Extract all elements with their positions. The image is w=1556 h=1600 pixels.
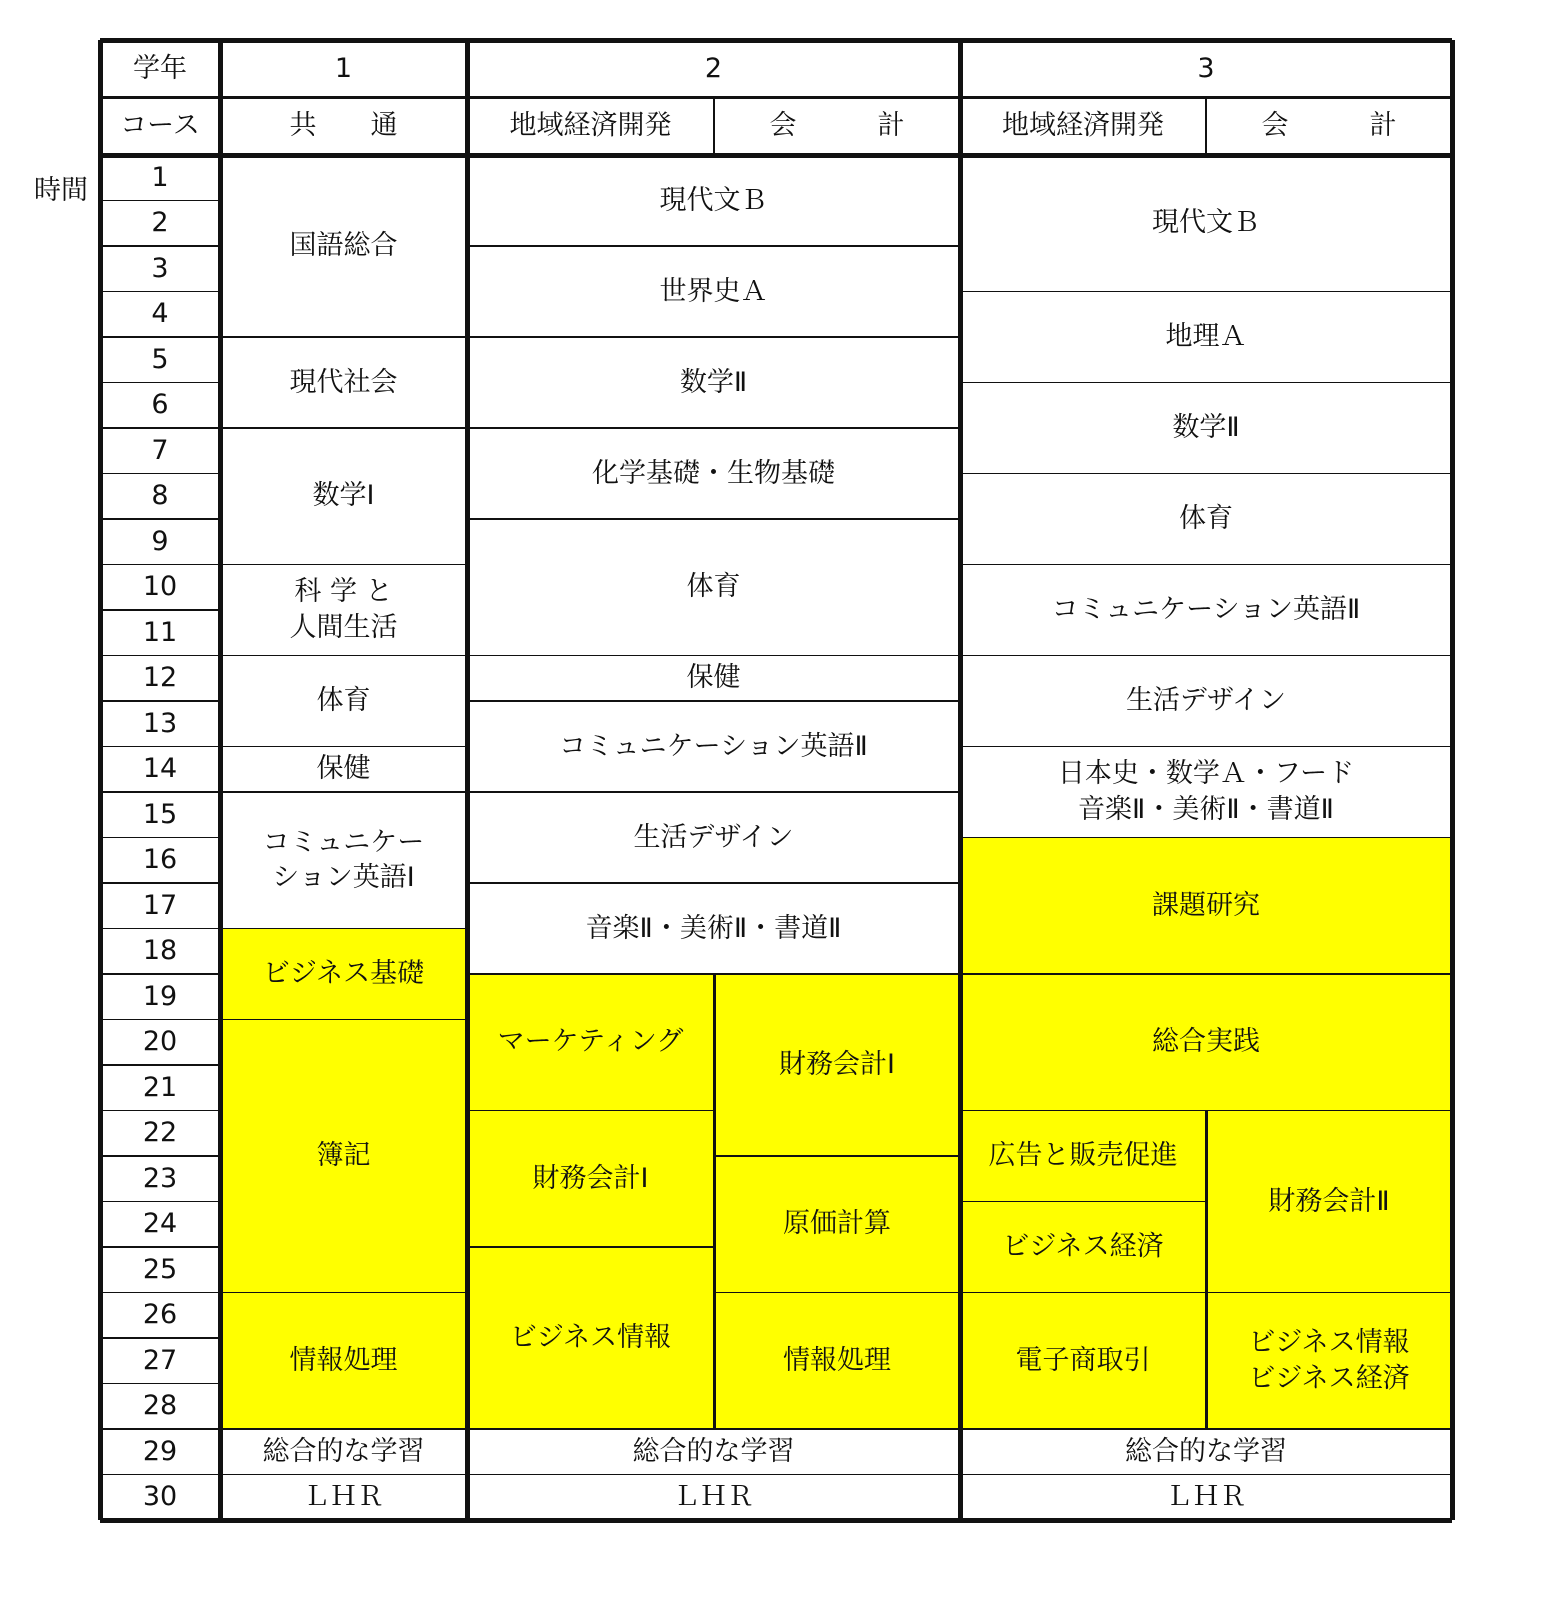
subject-cell: 総合的な学習 bbox=[960, 1429, 1452, 1475]
grid-line bbox=[100, 1474, 220, 1476]
grid-line bbox=[960, 382, 1452, 384]
grid-line bbox=[100, 1292, 220, 1294]
subject-cell: マーケティング bbox=[467, 974, 714, 1111]
hour-number: 10 bbox=[100, 565, 220, 611]
grade-1: 1 bbox=[220, 40, 467, 97]
subject-cell: コミュニケーション英語Ⅱ bbox=[467, 701, 960, 792]
subject-cell: 現代文Ｂ bbox=[467, 155, 960, 246]
subject-cell: 情報処理 bbox=[220, 1293, 467, 1430]
grid-line bbox=[465, 40, 470, 1520]
subject-cell: 音楽Ⅱ・美術Ⅱ・書道Ⅱ bbox=[467, 883, 960, 974]
hour-number: 11 bbox=[100, 610, 220, 656]
grid-line bbox=[467, 518, 960, 520]
grade-2: 2 bbox=[467, 40, 960, 97]
hour-number: 4 bbox=[100, 292, 220, 338]
subject-cell: 保健 bbox=[220, 747, 467, 793]
hour-number: 26 bbox=[100, 1293, 220, 1339]
subject-cell: 体育 bbox=[220, 656, 467, 747]
grid-line bbox=[960, 973, 1452, 975]
grid-line bbox=[100, 1155, 220, 1157]
grid-line bbox=[100, 1110, 220, 1112]
grid-line bbox=[220, 928, 467, 930]
grid-line bbox=[1450, 40, 1455, 1520]
subject-cell: 総合的な学習 bbox=[220, 1429, 467, 1475]
hour-number: 6 bbox=[100, 383, 220, 429]
grid-line bbox=[467, 1110, 714, 1112]
hour-number: 13 bbox=[100, 701, 220, 747]
hour-number: 12 bbox=[100, 656, 220, 702]
grade-3: 3 bbox=[960, 40, 1452, 97]
hour-number: 15 bbox=[100, 792, 220, 838]
grid-line bbox=[714, 1155, 960, 1157]
grid-line bbox=[467, 336, 960, 338]
hour-number: 3 bbox=[100, 246, 220, 292]
hour-number: 18 bbox=[100, 929, 220, 975]
hour-number: 28 bbox=[100, 1384, 220, 1430]
hour-number: 24 bbox=[100, 1202, 220, 1248]
hour-number: 14 bbox=[100, 747, 220, 793]
grid-line bbox=[714, 1292, 960, 1294]
subject-cell: 現代社会 bbox=[220, 337, 467, 428]
subject-cell: 財務会計Ⅰ bbox=[714, 974, 960, 1156]
subject-cell: 総合実践 bbox=[960, 974, 1452, 1111]
grid-line bbox=[100, 96, 1452, 99]
grid-line bbox=[220, 1292, 467, 1294]
grid-line bbox=[220, 655, 467, 657]
subject-cell: 原価計算 bbox=[714, 1156, 960, 1293]
grid-line bbox=[1206, 1292, 1452, 1294]
hour-number: 23 bbox=[100, 1156, 220, 1202]
grid-line bbox=[958, 40, 963, 1520]
grid-line bbox=[100, 700, 220, 702]
grid-line bbox=[960, 291, 1452, 293]
hour-number: 21 bbox=[100, 1065, 220, 1111]
hour-number: 29 bbox=[100, 1429, 220, 1475]
subject-cell: 電子商取引 bbox=[960, 1293, 1206, 1430]
grid-line bbox=[467, 1246, 714, 1248]
grid-line bbox=[100, 245, 220, 247]
hour-number: 7 bbox=[100, 428, 220, 474]
course-g1-common: 共 通 bbox=[220, 97, 467, 155]
subject-cell: 課題研究 bbox=[960, 838, 1452, 975]
grid-line bbox=[220, 336, 467, 338]
grid-line bbox=[220, 1474, 467, 1476]
grid-line bbox=[1205, 1111, 1208, 1430]
grid-line bbox=[98, 40, 103, 1520]
grid-line bbox=[220, 1019, 467, 1021]
subject-cell: 生活デザイン bbox=[960, 656, 1452, 747]
grid-line bbox=[100, 655, 220, 657]
grid-line bbox=[100, 382, 220, 384]
grid-line bbox=[1205, 97, 1207, 155]
hour-number: 27 bbox=[100, 1338, 220, 1384]
course-g2-regional: 地域経済開発 bbox=[467, 97, 714, 155]
grid-line bbox=[100, 564, 220, 566]
grid-line bbox=[100, 1019, 220, 1021]
grid-line bbox=[100, 1064, 220, 1066]
hour-number: 22 bbox=[100, 1111, 220, 1157]
subject-cell: 財務会計Ⅰ bbox=[467, 1111, 714, 1248]
course-g3-accounting: 会 計 bbox=[1206, 97, 1452, 155]
subject-cell: 数学Ⅱ bbox=[960, 383, 1452, 474]
grid-line bbox=[960, 1201, 1206, 1203]
subject-cell: 生活デザイン bbox=[467, 792, 960, 883]
hour-number: 20 bbox=[100, 1020, 220, 1066]
subject-cell: 科 学 と 人間生活 bbox=[220, 565, 467, 656]
subject-cell: ビジネス情報 ビジネス経済 bbox=[1206, 1293, 1452, 1430]
subject-cell: 日本史・数学Ａ・フード 音楽Ⅱ・美術Ⅱ・書道Ⅱ bbox=[960, 747, 1452, 838]
grid-line bbox=[960, 564, 1452, 566]
hour-number: 9 bbox=[100, 519, 220, 565]
subject-cell: ＬＨＲ bbox=[960, 1475, 1452, 1521]
grid-line bbox=[100, 153, 1452, 158]
grid-line bbox=[960, 1110, 1206, 1112]
grid-line bbox=[100, 291, 220, 293]
subject-cell: 数学Ⅱ bbox=[467, 337, 960, 428]
subject-cell: コミュニケー ション英語Ⅰ bbox=[220, 792, 467, 929]
grid-line bbox=[100, 791, 220, 793]
grade-label: 学年 bbox=[100, 40, 220, 97]
hour-number: 8 bbox=[100, 474, 220, 520]
hour-number: 25 bbox=[100, 1247, 220, 1293]
subject-cell: ビジネス情報 bbox=[467, 1247, 714, 1429]
grid-line bbox=[220, 1428, 467, 1430]
grid-line bbox=[713, 97, 715, 155]
subject-cell: 世界史Ａ bbox=[467, 246, 960, 337]
subject-cell: ビジネス基礎 bbox=[220, 929, 467, 1020]
grid-line bbox=[220, 427, 467, 429]
grid-line bbox=[220, 564, 467, 566]
subject-cell: 体育 bbox=[960, 474, 1452, 565]
grid-line bbox=[960, 655, 1452, 657]
subject-cell: 情報処理 bbox=[714, 1293, 960, 1430]
grid-line bbox=[100, 473, 220, 475]
grid-line bbox=[960, 837, 1452, 839]
subject-cell: 簿記 bbox=[220, 1020, 467, 1293]
subject-cell: 体育 bbox=[467, 519, 960, 656]
grid-line bbox=[467, 973, 714, 975]
grid-line bbox=[1206, 1110, 1452, 1112]
subject-cell: 国語総合 bbox=[220, 155, 467, 337]
grid-line bbox=[100, 336, 220, 338]
grid-line bbox=[100, 427, 220, 429]
subject-cell: 財務会計Ⅱ bbox=[1206, 1111, 1452, 1293]
grid-line bbox=[100, 1383, 220, 1385]
grid-line bbox=[100, 1201, 220, 1203]
subject-cell: コミュニケーション英語Ⅱ bbox=[960, 565, 1452, 656]
course-g3-regional: 地域経済開発 bbox=[960, 97, 1206, 155]
subject-cell: ＬＨＲ bbox=[467, 1475, 960, 1521]
hour-number: 19 bbox=[100, 974, 220, 1020]
grid-line bbox=[467, 882, 960, 884]
grid-line bbox=[220, 791, 467, 793]
subject-cell: 化学基礎・生物基礎 bbox=[467, 428, 960, 519]
hour-number: 30 bbox=[100, 1475, 220, 1521]
subject-cell: 保健 bbox=[467, 656, 960, 702]
course-label: コース bbox=[100, 97, 220, 155]
time-label: 時間 bbox=[34, 175, 88, 206]
hour-number: 16 bbox=[100, 838, 220, 884]
grid-line bbox=[467, 1474, 960, 1476]
grid-line bbox=[714, 973, 960, 975]
grid-line bbox=[467, 655, 960, 657]
grid-line bbox=[100, 200, 220, 202]
grid-line bbox=[100, 973, 220, 975]
hour-number: 2 bbox=[100, 201, 220, 247]
grid-line bbox=[467, 700, 960, 702]
grid-line bbox=[960, 473, 1452, 475]
subject-cell: 総合的な学習 bbox=[467, 1429, 960, 1475]
grid-line bbox=[100, 1518, 1452, 1523]
grid-line bbox=[100, 1246, 220, 1248]
hour-number: 5 bbox=[100, 337, 220, 383]
grid-line bbox=[467, 427, 960, 429]
grid-line bbox=[100, 609, 220, 611]
grid-line bbox=[100, 518, 220, 520]
grid-line bbox=[960, 746, 1452, 748]
grid-line bbox=[100, 928, 220, 930]
subject-cell: 地理Ａ bbox=[960, 292, 1452, 383]
grid-line bbox=[467, 245, 960, 247]
subject-cell: ＬＨＲ bbox=[220, 1475, 467, 1521]
grid-line bbox=[100, 882, 220, 884]
grid-line bbox=[100, 1428, 220, 1430]
grid-line bbox=[713, 974, 716, 1429]
grid-line bbox=[100, 38, 1452, 43]
subject-cell: ビジネス経済 bbox=[960, 1202, 1206, 1293]
subject-cell: 広告と販売促進 bbox=[960, 1111, 1206, 1202]
course-g2-accounting: 会 計 bbox=[714, 97, 960, 155]
subject-cell: 数学Ⅰ bbox=[220, 428, 467, 565]
grid-line bbox=[220, 746, 467, 748]
grid-line bbox=[100, 1337, 220, 1339]
hour-number: 1 bbox=[100, 155, 220, 201]
subject-cell: 現代文Ｂ bbox=[960, 155, 1452, 292]
grid-line bbox=[960, 1292, 1206, 1294]
grid-line bbox=[218, 40, 223, 1520]
grid-line bbox=[467, 791, 960, 793]
grid-line bbox=[100, 746, 220, 748]
grid-line bbox=[100, 837, 220, 839]
hour-number: 17 bbox=[100, 883, 220, 929]
grid-line bbox=[960, 1474, 1452, 1476]
